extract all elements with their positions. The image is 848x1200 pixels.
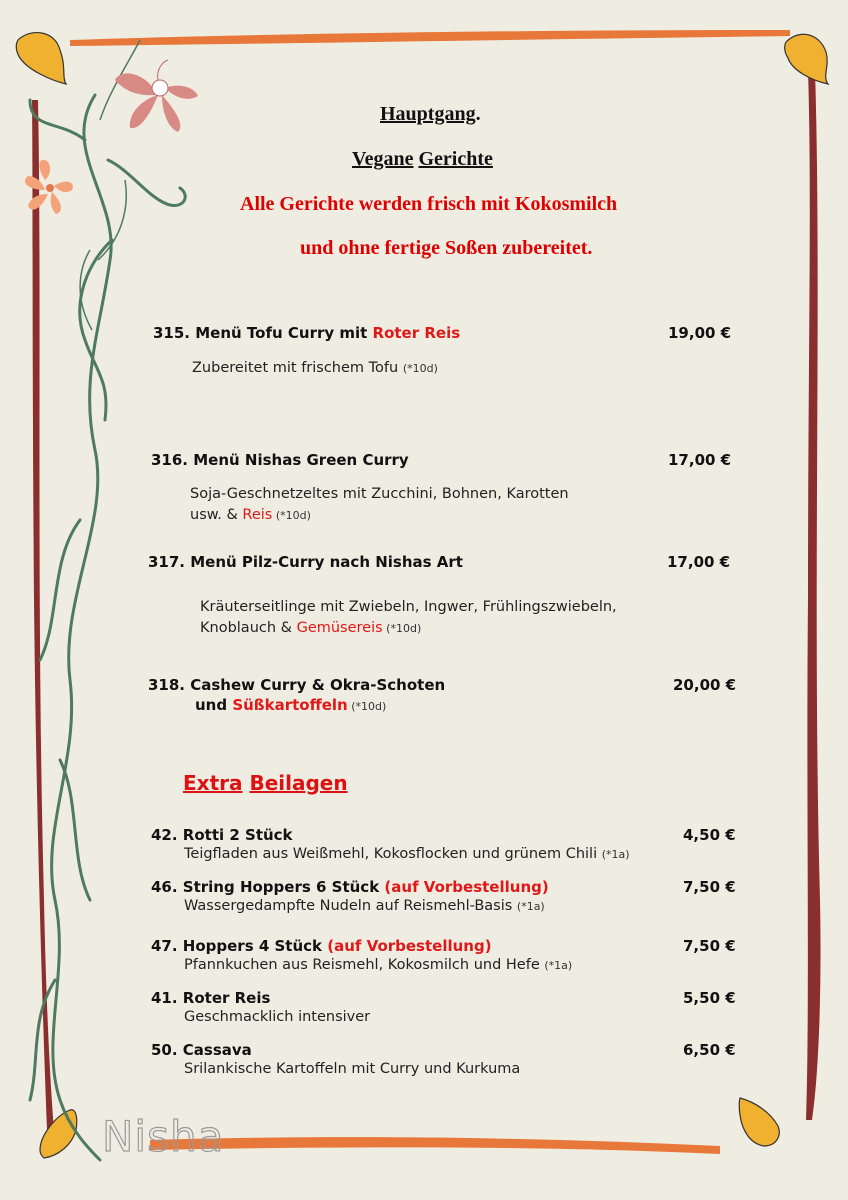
extra-item-41-description: Geschmacklich intensiver bbox=[184, 1009, 371, 1025]
flower-pink-icon bbox=[115, 60, 198, 132]
extra-item-46-title bbox=[151, 878, 549, 896]
dish-316-description-line-1: Soja-Geschnetzeltes mit Zucchini, Bohnen, Karotten bbox=[190, 486, 569, 502]
corner-leaf-bottom-left bbox=[40, 1110, 77, 1158]
extra-item-41-price: 5,50 € bbox=[683, 989, 736, 1007]
dish-317-title: 317. Menü Pilz-Curry nach Nishas Art bbox=[148, 553, 463, 571]
subtitle-word-gerichte: Gerichte bbox=[418, 148, 493, 170]
corner-leaf-top-right bbox=[785, 34, 828, 84]
allergen-note: (*1a) bbox=[544, 959, 573, 972]
dish-318-price: 20,00 € bbox=[673, 676, 737, 694]
extra-item-47-price: 7,50 € bbox=[683, 937, 736, 955]
extra-item-46-price: 7,50 € bbox=[683, 878, 736, 896]
dish-title-text: und bbox=[195, 696, 233, 714]
page-title-dot: . bbox=[475, 103, 481, 125]
dish-315-price: 19,00 € bbox=[668, 324, 732, 342]
extra-item-42-title: 42. Rotti 2 Stück bbox=[151, 826, 293, 844]
dish-desc-text: Knoblauch & bbox=[200, 620, 297, 636]
allergen-note: (*10d) bbox=[402, 362, 438, 375]
page-title-text: Hauptgang bbox=[380, 103, 476, 125]
left-border-stroke bbox=[32, 100, 54, 1130]
dish-title-highlight: Süßkartoffeln bbox=[232, 696, 348, 714]
extras-heading-word-1: Extra bbox=[183, 771, 243, 795]
allergen-note: (*10d) bbox=[272, 509, 311, 522]
dish-316-price: 17,00 € bbox=[668, 451, 732, 469]
subtitle-word-vegane: Vegane bbox=[352, 148, 414, 170]
dish-title-highlight: Roter Reis bbox=[372, 324, 461, 342]
dish-317-description-line-1: Kräuterseitlinge mit Zwiebeln, Ingwer, Frühlingszwiebeln, bbox=[200, 599, 617, 615]
extra-item-41-title: 41. Roter Reis bbox=[151, 989, 271, 1007]
allergen-note: (*10d) bbox=[382, 622, 422, 635]
extra-item-42-price: 4,50 € bbox=[683, 826, 736, 844]
allergen-note: (*10d) bbox=[347, 700, 387, 713]
extra-item-46-description bbox=[184, 898, 545, 914]
dish-317-description-line-2 bbox=[200, 620, 421, 636]
extra-desc-text: Teigfladen aus Weißmehl, Kokosflocken und grünem Chili bbox=[184, 846, 602, 862]
dish-316-title: 316. Menü Nishas Green Curry bbox=[151, 451, 409, 469]
notice-line-2: und ohne fertige Soßen zubereitet. bbox=[300, 237, 593, 259]
extra-desc-text: Wassergedampfte Nudeln auf Reismehl-Basis bbox=[184, 898, 517, 914]
extras-heading bbox=[183, 771, 348, 795]
extra-desc-text: Pfannkuchen aus Reismehl, Kokosmilch und Hefe bbox=[184, 957, 545, 973]
notice-line-1: Alle Gerichte werden frisch mit Kokosmilch bbox=[240, 193, 618, 215]
extra-item-50-description: Srilankische Kartoffeln mit Curry und Kurkuma bbox=[184, 1061, 521, 1077]
extra-item-50-title: 50. Cassava bbox=[151, 1041, 252, 1059]
right-border-stroke bbox=[806, 70, 821, 1120]
dish-title-text: 315. Menü Tofu Curry mit bbox=[153, 324, 373, 342]
extra-item-47-title bbox=[151, 937, 492, 955]
brand-logo: Nisha bbox=[102, 1112, 225, 1161]
page-title bbox=[380, 103, 481, 126]
dish-desc-highlight: Reis bbox=[242, 507, 273, 523]
dish-318-title: 318. Cashew Curry & Okra-Schoten bbox=[148, 676, 446, 694]
extra-item-47-description bbox=[184, 957, 572, 973]
preorder-note: (auf Vorbestellung) bbox=[327, 937, 492, 955]
extra-item-42-description bbox=[184, 846, 630, 862]
flower-orange-icon bbox=[25, 160, 73, 214]
extras-heading-word-2: Beilagen bbox=[249, 771, 348, 795]
allergen-note: (*1a) bbox=[601, 848, 630, 861]
corner-leaf-bottom-right bbox=[739, 1098, 779, 1146]
preorder-note: (auf Vorbestellung) bbox=[384, 878, 549, 896]
corner-leaf-top-left bbox=[16, 33, 66, 84]
dish-desc-text: Zubereitet mit frischem Tofu bbox=[192, 360, 403, 376]
top-border-stroke bbox=[70, 30, 790, 46]
bottom-border-stroke bbox=[150, 1137, 720, 1154]
dish-318-title-line-2 bbox=[195, 696, 386, 714]
page-subtitle bbox=[352, 148, 493, 171]
dish-desc-text: usw. & bbox=[190, 507, 243, 523]
allergen-note: (*1a) bbox=[516, 900, 545, 913]
dish-316-description-line-2 bbox=[190, 507, 311, 523]
extra-item-50-price: 6,50 € bbox=[683, 1041, 736, 1059]
dish-317-price: 17,00 € bbox=[667, 553, 731, 571]
dish-desc-highlight: Gemüsereis bbox=[296, 620, 383, 636]
dish-315-description bbox=[192, 360, 438, 376]
dish-315-title bbox=[153, 324, 460, 342]
extra-title-text: 47. Hoppers 4 Stück bbox=[151, 937, 328, 955]
extra-title-text: 46. String Hoppers 6 Stück bbox=[151, 878, 385, 896]
